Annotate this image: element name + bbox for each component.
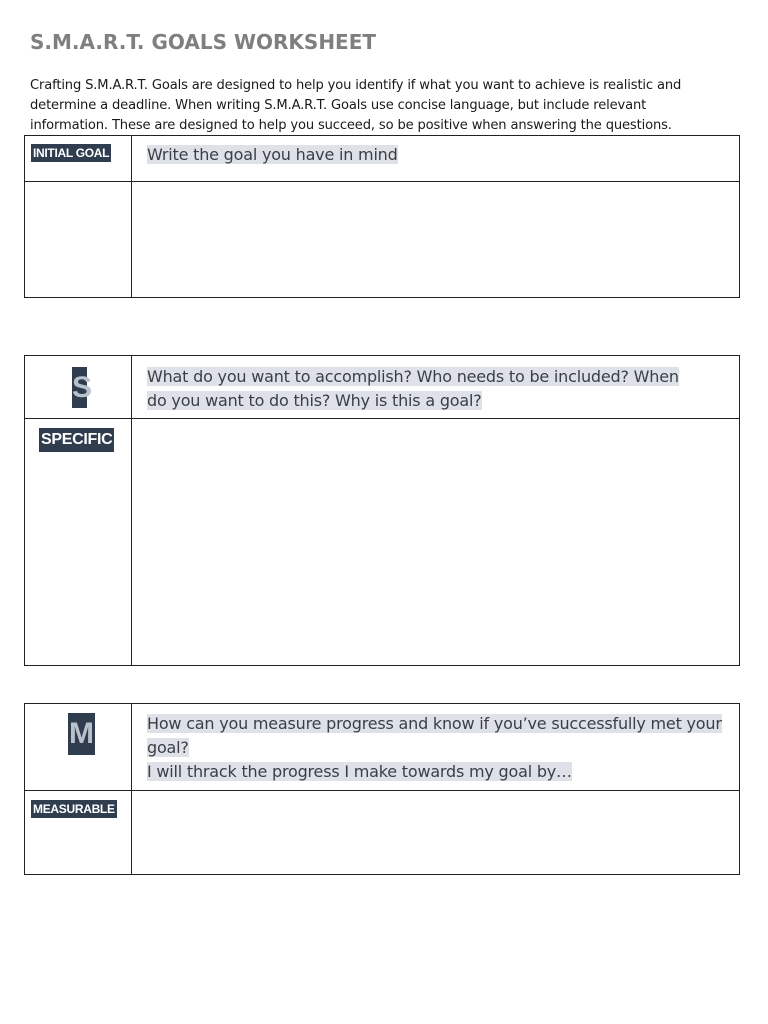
initial-goal-label: INITIAL GOAL [33,146,110,160]
measurable-label: MEASURABLE [33,802,115,816]
measurable-letter: M [68,713,95,755]
column-divider [131,704,132,874]
measurable-prompt-line-2: goal? [147,738,189,757]
column-divider [131,356,132,665]
measurable-answer-area[interactable] [133,792,739,874]
intro-line-3: information. These are designed to help you succeed, so be positive when answering the questions. [30,118,672,133]
specific-prompt [147,365,727,413]
page-title: S.M.A.R.T. GOALS WORKSHEET [30,30,377,54]
measurable-prompt [147,712,732,784]
initial-goal-prompt [147,143,727,167]
intro-paragraph [30,76,745,136]
row-divider [25,790,739,791]
row-divider [25,181,739,182]
initial-goal-answer-area[interactable] [133,183,739,297]
specific-table [24,355,740,666]
intro-line-1: Crafting S.M.A.R.T. Goals are designed to help you identify if what you want to achieve is realistic and [30,78,682,93]
specific-prompt-line-1: What do you want to accomplish? Who needs to be included? When [147,367,679,386]
specific-label: SPECIFIC [39,428,114,452]
column-divider [131,136,132,297]
specific-letter: S [72,367,87,408]
intro-line-2: determine a deadline. When writing S.M.A.R.T. Goals use concise language, but include relevant [30,98,647,113]
specific-prompt-line-2: do you want to do this? Why is this a goal? [147,391,482,410]
measurable-prompt-line-3: I will thrack the progress I make towards my goal by… [147,762,572,781]
specific-answer-area[interactable] [133,420,739,665]
initial-goal-table [24,135,740,298]
row-divider [25,418,739,419]
initial-goal-prompt-text: Write the goal you have in mind [147,145,398,164]
measurable-prompt-line-1: How can you measure progress and know if you’ve successfully met your [147,714,722,733]
measurable-table [24,703,740,875]
